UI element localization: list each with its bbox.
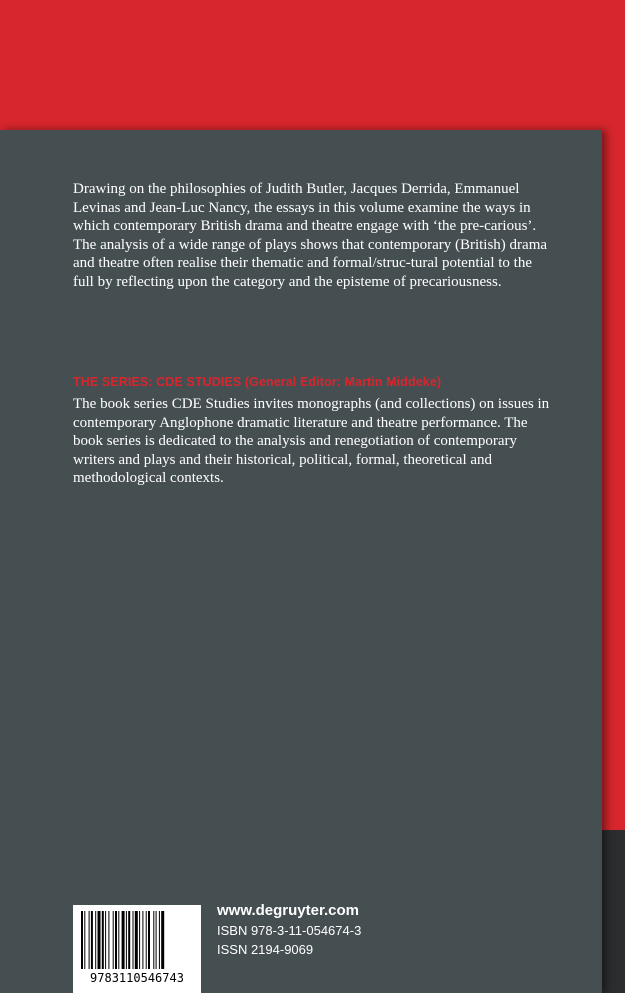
barcode-bar <box>128 911 130 969</box>
barcode-bar <box>142 911 143 969</box>
back-cover-panel <box>0 130 602 993</box>
series-description: The book series CDE Studies invites monographs (and collections) on issues in contemporary Anglophone dramatic literature and theatre performance. The book series is dedicated to the analysis and renegotiation of contemporary writers and plays and their historical, political, formal, theoretical and methodological contexts. <box>73 396 550 487</box>
barcode-bar <box>91 911 93 969</box>
barcode-bar <box>159 911 160 969</box>
barcode-bar <box>133 911 134 969</box>
barcode <box>73 905 201 993</box>
barcode-bar <box>98 911 101 969</box>
barcode-bar <box>126 911 127 969</box>
edge-strip <box>602 830 625 993</box>
barcode-bar <box>108 911 109 969</box>
isbn-number: ISBN 978-3-11-054674-3 <box>217 923 362 938</box>
publisher-info <box>217 901 361 959</box>
barcode-bar <box>122 911 125 969</box>
barcode-digits: 9783110546743 <box>90 971 184 985</box>
barcode-bar <box>156 911 157 969</box>
barcode-bars <box>80 911 194 969</box>
barcode-bar <box>153 911 154 969</box>
series-heading: THE SERIES: CDE STUDIES (General Editor: Martin Middeke) <box>73 375 442 389</box>
book-description: Drawing on the philosophies of Judith Butler, Jacques Derrida, Emmanuel Levinas and Jean-Luc Nancy, the essays in this volume examine the ways in which contemporary British drama and theatre engage with ‘the pre-carious’. The analysis of a wide range of plays shows that contemporary (British) drama and theatre often realise their thematic and formal/struc-tural potential to the full by reflecting upon the category and the episteme of precariousness. <box>73 181 548 290</box>
barcode-bar <box>135 911 138 969</box>
publisher-url[interactable]: www.degruyter.com <box>217 902 359 919</box>
barcode-bar <box>89 911 90 969</box>
barcode-bar <box>84 911 85 969</box>
barcode-bar <box>139 911 140 969</box>
barcode-bar <box>102 911 104 969</box>
barcode-bar <box>115 911 117 969</box>
barcode-bar <box>113 911 114 969</box>
barcode-bar <box>118 911 119 969</box>
barcode-bar <box>146 911 147 969</box>
barcode-bar <box>81 911 83 969</box>
barcode-bar <box>161 911 164 969</box>
issn-number: ISSN 2194-9069 <box>217 942 314 957</box>
barcode-bar <box>105 911 106 969</box>
barcode-bar <box>95 911 96 969</box>
barcode-bar <box>148 911 150 969</box>
